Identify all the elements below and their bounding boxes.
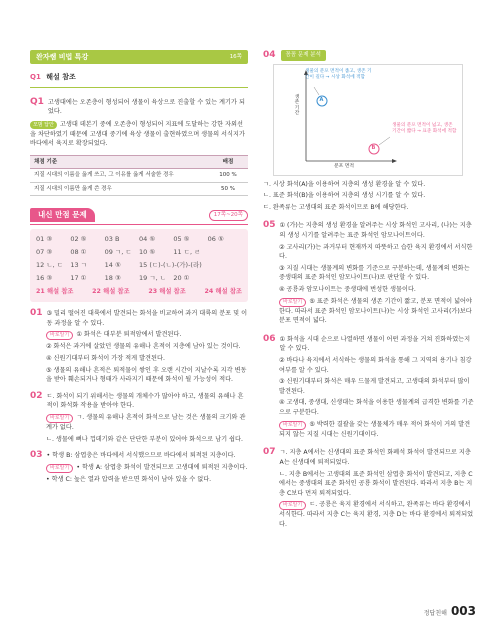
question-line: ② 화석은 과거에 살았던 생물의 유해나 흔적이 지층에 남아 있는 것이다. [46, 343, 241, 351]
table-cell: 지질 시대의 이름을 옳게 쓰고, 그 이유를 옳게 서술한 경우 [30, 169, 208, 183]
question-number: 07 [263, 447, 276, 458]
question-number: 01 [30, 308, 43, 319]
question-line: 바로알기 • 학생 A: 삼엽충 화석이 발견되므로 고생대에 퇴적된 지층이다. [30, 463, 248, 473]
answer-item: 13 ㄱ [70, 261, 87, 270]
question-line: ① 화석을 시대 순으로 나열하면 생물이 어떤 과정을 거쳐 진화하였는지 알 수 있다. [279, 335, 471, 353]
answer-ref: 23 해설 참조 [148, 288, 186, 296]
answer-item: 11 ㄷ, ㄹ [173, 248, 201, 257]
note-b: 생물의 분포 면적이 넓고, 생존 기간이 짧다 → 표준 화석에 적합 [392, 122, 457, 134]
q04-header [263, 50, 475, 61]
special-lecture-title: 완자쌤 비법 특강 [36, 52, 89, 61]
question-05 [263, 221, 475, 325]
answer-item: 15 (ㄷ)-(ㄴ)-(가)-(라) [138, 261, 202, 270]
question-line: ③ 지질 시대는 생물계의 변화를 기준으로 구분하는데, 생물계의 변화는 중생대의 표준 화석인 암모나이트(나)로 판단할 수 있다. [279, 264, 470, 282]
question-number: 02 [30, 390, 43, 401]
answer-item: 18 ③ [104, 274, 121, 283]
question-line: ㄱ. 지층 A에서는 신생대의 표준 화석인 화폐석 화석이 발견되므로 지층 A는 신생대에 퇴적되었다. [279, 449, 471, 466]
special-lecture-header [30, 50, 248, 64]
answer-item: 12 ㄴ, ㄷ [36, 261, 64, 270]
answer-item: 07 ③ [36, 248, 53, 257]
question-line: 바로알기 ㄷ. 공룡은 육지 환경에서 서식하고, 완족류는 바다 환경에서 서식한다. 따라서 지층 C는 육지 환경, 지층 D는 바다 환경에서 퇴적되었다. [279, 501, 474, 528]
answer-item: 06 ⑤ [207, 235, 224, 244]
q1-answer: 고생대 데본기 중에 오존층이 형성되어 지표에 도달하는 강한 자외선을 차단하였기 때문에 고생대 중기에 육상 생물이 출현하였으며 생물의 서식지가 바다에서 육지로 확장되었다. [30, 121, 245, 148]
left-questions [30, 309, 248, 484]
question-line: 바로알기 ⑤ 박력한 결괄을 갖는 생물체가 매우 적어 화석이 거의 발견되지 않는 지질 시대는 신원기대이다. [279, 420, 471, 438]
question-line: ㄷ. 화석이 되기 위해서는 생물의 개체수가 많아야 하고, 생물의 유해나 흔적이 화석화 작용을 받아야 한다. [46, 392, 244, 410]
correct-answer-tag: 바로알기 [279, 421, 306, 430]
answers-title: 내신 만점 문제 [30, 208, 95, 222]
right-questions [263, 221, 475, 529]
note-a: 생물의 분포 면적이 좁고, 생존 기간이 길다 → 시상 화석에 적합 [305, 68, 372, 80]
table-row [30, 182, 248, 196]
question-line: 바로알기 ① 화석은 대부분 퇴적암에서 발견된다. [30, 330, 248, 340]
question-line: 바로알기 ㄱ. 생물의 유해나 흔적이 화석으로 남는 것은 생물의 크기와 관계가 없다. [46, 413, 246, 431]
x-arrow-icon [392, 159, 397, 163]
fossil-graph [273, 64, 463, 176]
page-footer [424, 602, 476, 621]
question-01 [30, 309, 248, 385]
q1-number: Q1 [30, 96, 44, 107]
question-line: ③ 밀리 떨어진 대륙에서 발견되는 화석을 비교하여 과거 대륙의 분포 및 이동 과정을 알 수 있다. [46, 310, 248, 327]
answers-box [30, 229, 248, 302]
answer-item: 19 ㄱ, ㄴ [138, 274, 167, 283]
answers-header [30, 208, 248, 225]
section-title [30, 72, 248, 83]
divider [30, 87, 248, 88]
answer-item: 14 ⑤ [104, 261, 121, 270]
q04-lines [263, 180, 475, 213]
left-column [30, 50, 248, 484]
page-number: 003 [450, 604, 476, 619]
question-number: 06 [263, 333, 276, 344]
analysis-badge: 꼼꼼 문제 분석 [281, 50, 326, 61]
correct-answer-tag: 바로알기 [46, 414, 73, 423]
q1-text: 고생대에는 오존층이 형성되어 생물이 육상으로 진출할 수 있는 계기가 되었다. [47, 98, 245, 116]
answer-item: 10 ⑤ [138, 248, 156, 257]
question-line: • 학생 B: 삼엽충은 바다에서 서식했으므로 바다에서 퇴적된 지층이다. [46, 452, 236, 460]
question-03 [30, 451, 248, 484]
question-head [30, 309, 248, 328]
section-num: Q1 [30, 73, 41, 81]
table-row [30, 169, 248, 183]
question-number: 03 [30, 450, 43, 461]
table-cell: 100 % [208, 169, 248, 183]
table-header-criteria: 채점 기준 [30, 155, 208, 169]
question-head [263, 221, 475, 240]
answer-item: 16 ③ [36, 274, 53, 283]
point-b-label: B [371, 144, 376, 151]
point-a-label: A [319, 96, 324, 103]
correct-answer-tag: 바로알기 [279, 298, 306, 307]
footer-label: 정답친해 [423, 610, 447, 618]
q04-number: 04 [263, 49, 276, 60]
answer-item: 01 ③ [36, 235, 53, 244]
y-axis-label: 생존 기간 [294, 94, 300, 117]
question-head [30, 392, 248, 411]
scoring-table [30, 155, 248, 197]
question-line: ② 고사리(가)는 과거부터 현재까지 따뜻하고 습한 육지 환경에서 서식한다. [279, 243, 473, 261]
question-line: ③ 신원기대부터 화석은 매우 드물게 발견되고, 고생대의 화석부터 많이 발견된다. [279, 378, 470, 395]
page-reference: 16쪽 [229, 53, 242, 60]
table-header-score: 배점 [208, 155, 248, 169]
q04-line: ㄷ. 완족류는 고생대의 표준 화석이므로 B에 해당한다. [263, 203, 409, 211]
answer-item: 17 ① [70, 274, 87, 283]
answers-grid [36, 234, 242, 283]
q04-line: ㄱ. 시상 화석(A)을 이용하여 지층의 생성 환경을 알 수 있다. [263, 180, 426, 188]
question-line: • 학생 C: 높은 열과 압력을 받으면 화석이 남아 있을 수 없다. [46, 475, 212, 483]
answer-ref: 21 해설 참조 [36, 288, 74, 296]
model-answer-tag: 모범 답안 [30, 121, 57, 129]
answer-ref: 22 해설 참조 [92, 288, 130, 296]
question-line: ④ 공룡과 암모나이트는 중생대에 번성한 생물이다. [279, 286, 416, 293]
question-line: ④ 고생대, 중생대, 신생대는 화석을 이용한 생물계의 급격한 변화를 기준으로 구분한다. [279, 399, 474, 417]
question-line: ⑤ 생물의 유해나 흔적은 퇴적물이 쌓인 후 오랜 시간이 지날수록 지각 변동을 받아 훼손되거나 형태가 사라지기 때문에 화석이 될 가능성이 적다. [46, 366, 247, 384]
right-column [263, 50, 475, 530]
answer-item: 09 ㄱ, ㄷ [104, 248, 132, 257]
question-line: ㄴ. 지층 B에서는 고생대의 표준 화석인 삼엽충 화석이 발견되고, 지층 C에서는 중생대의 표준 화석인 공룡 화석이 발견된다. 따라서 지층 B는 지층 C보다 먼저 퇴적되었다. [279, 470, 473, 497]
section-title-text: 해설 참조 [46, 73, 76, 81]
question-head [263, 448, 475, 467]
question-06 [263, 335, 475, 439]
q1-block [30, 98, 248, 197]
table-cell: 50 % [208, 182, 248, 196]
question-line: ① (가)는 지층의 생성 환경을 알려주는 시상 화석인 고사리, (나)는 지층의 생성 시기를 알려주는 표준 화석인 암모나이트이다. [279, 222, 472, 239]
answers-range: 17쪽~20쪽 [209, 210, 248, 221]
answer-ref: 24 해설 참조 [204, 288, 242, 296]
answer-item: 20 ① [173, 274, 190, 283]
correct-answer-tag: 바로알기 [46, 331, 73, 340]
question-02 [30, 392, 248, 444]
question-head [30, 451, 248, 461]
question-head [263, 335, 475, 354]
table-cell: 지질 시대의 이름만 옳게 쓴 경우 [30, 182, 208, 196]
answer-item: 04 ⑤ [138, 235, 156, 244]
answer-item: 02 ⑤ [70, 235, 87, 244]
answer-item: 08 ① [70, 248, 87, 257]
correct-answer-tag: 바로알기 [279, 501, 306, 510]
question-number: 05 [263, 220, 276, 231]
question-line: ② 바다나 육지에서 서식하는 생물의 화석을 통해 그 지역의 용기나 침강 여부를 알 수 있다. [279, 357, 472, 374]
leader-line-a [314, 87, 319, 95]
question-line: ㄴ. 생물에 뼈나 껍데기와 같은 단단한 부분이 있어야 화석으로 남기 쉽다. [46, 435, 243, 443]
answer-item: 03 B [104, 235, 120, 244]
question-line: 바로알기 ⑤ 표준 화석은 생물의 생존 기간이 짧고, 분포 면적이 넓어야 한다. 따라서 표준 화석인 암모나이트(나)는 시상 화석인 고사리(가)보다 분포 면적이 넓다. [279, 297, 473, 325]
question-line: ④ 신원기대부터 화석이 가장 적게 발견된다. [46, 354, 165, 362]
leader-line-b [379, 137, 390, 145]
question-07 [263, 448, 475, 529]
x-axis-label: 분포 면적 [334, 163, 355, 169]
answer-item: 05 ⑤ [173, 235, 190, 244]
correct-answer-tag: 바로알기 [46, 464, 73, 473]
q04-line: ㄴ. 표준 화석(B)을 이용하여 지층의 생성 시기를 알 수 있다. [263, 192, 426, 200]
